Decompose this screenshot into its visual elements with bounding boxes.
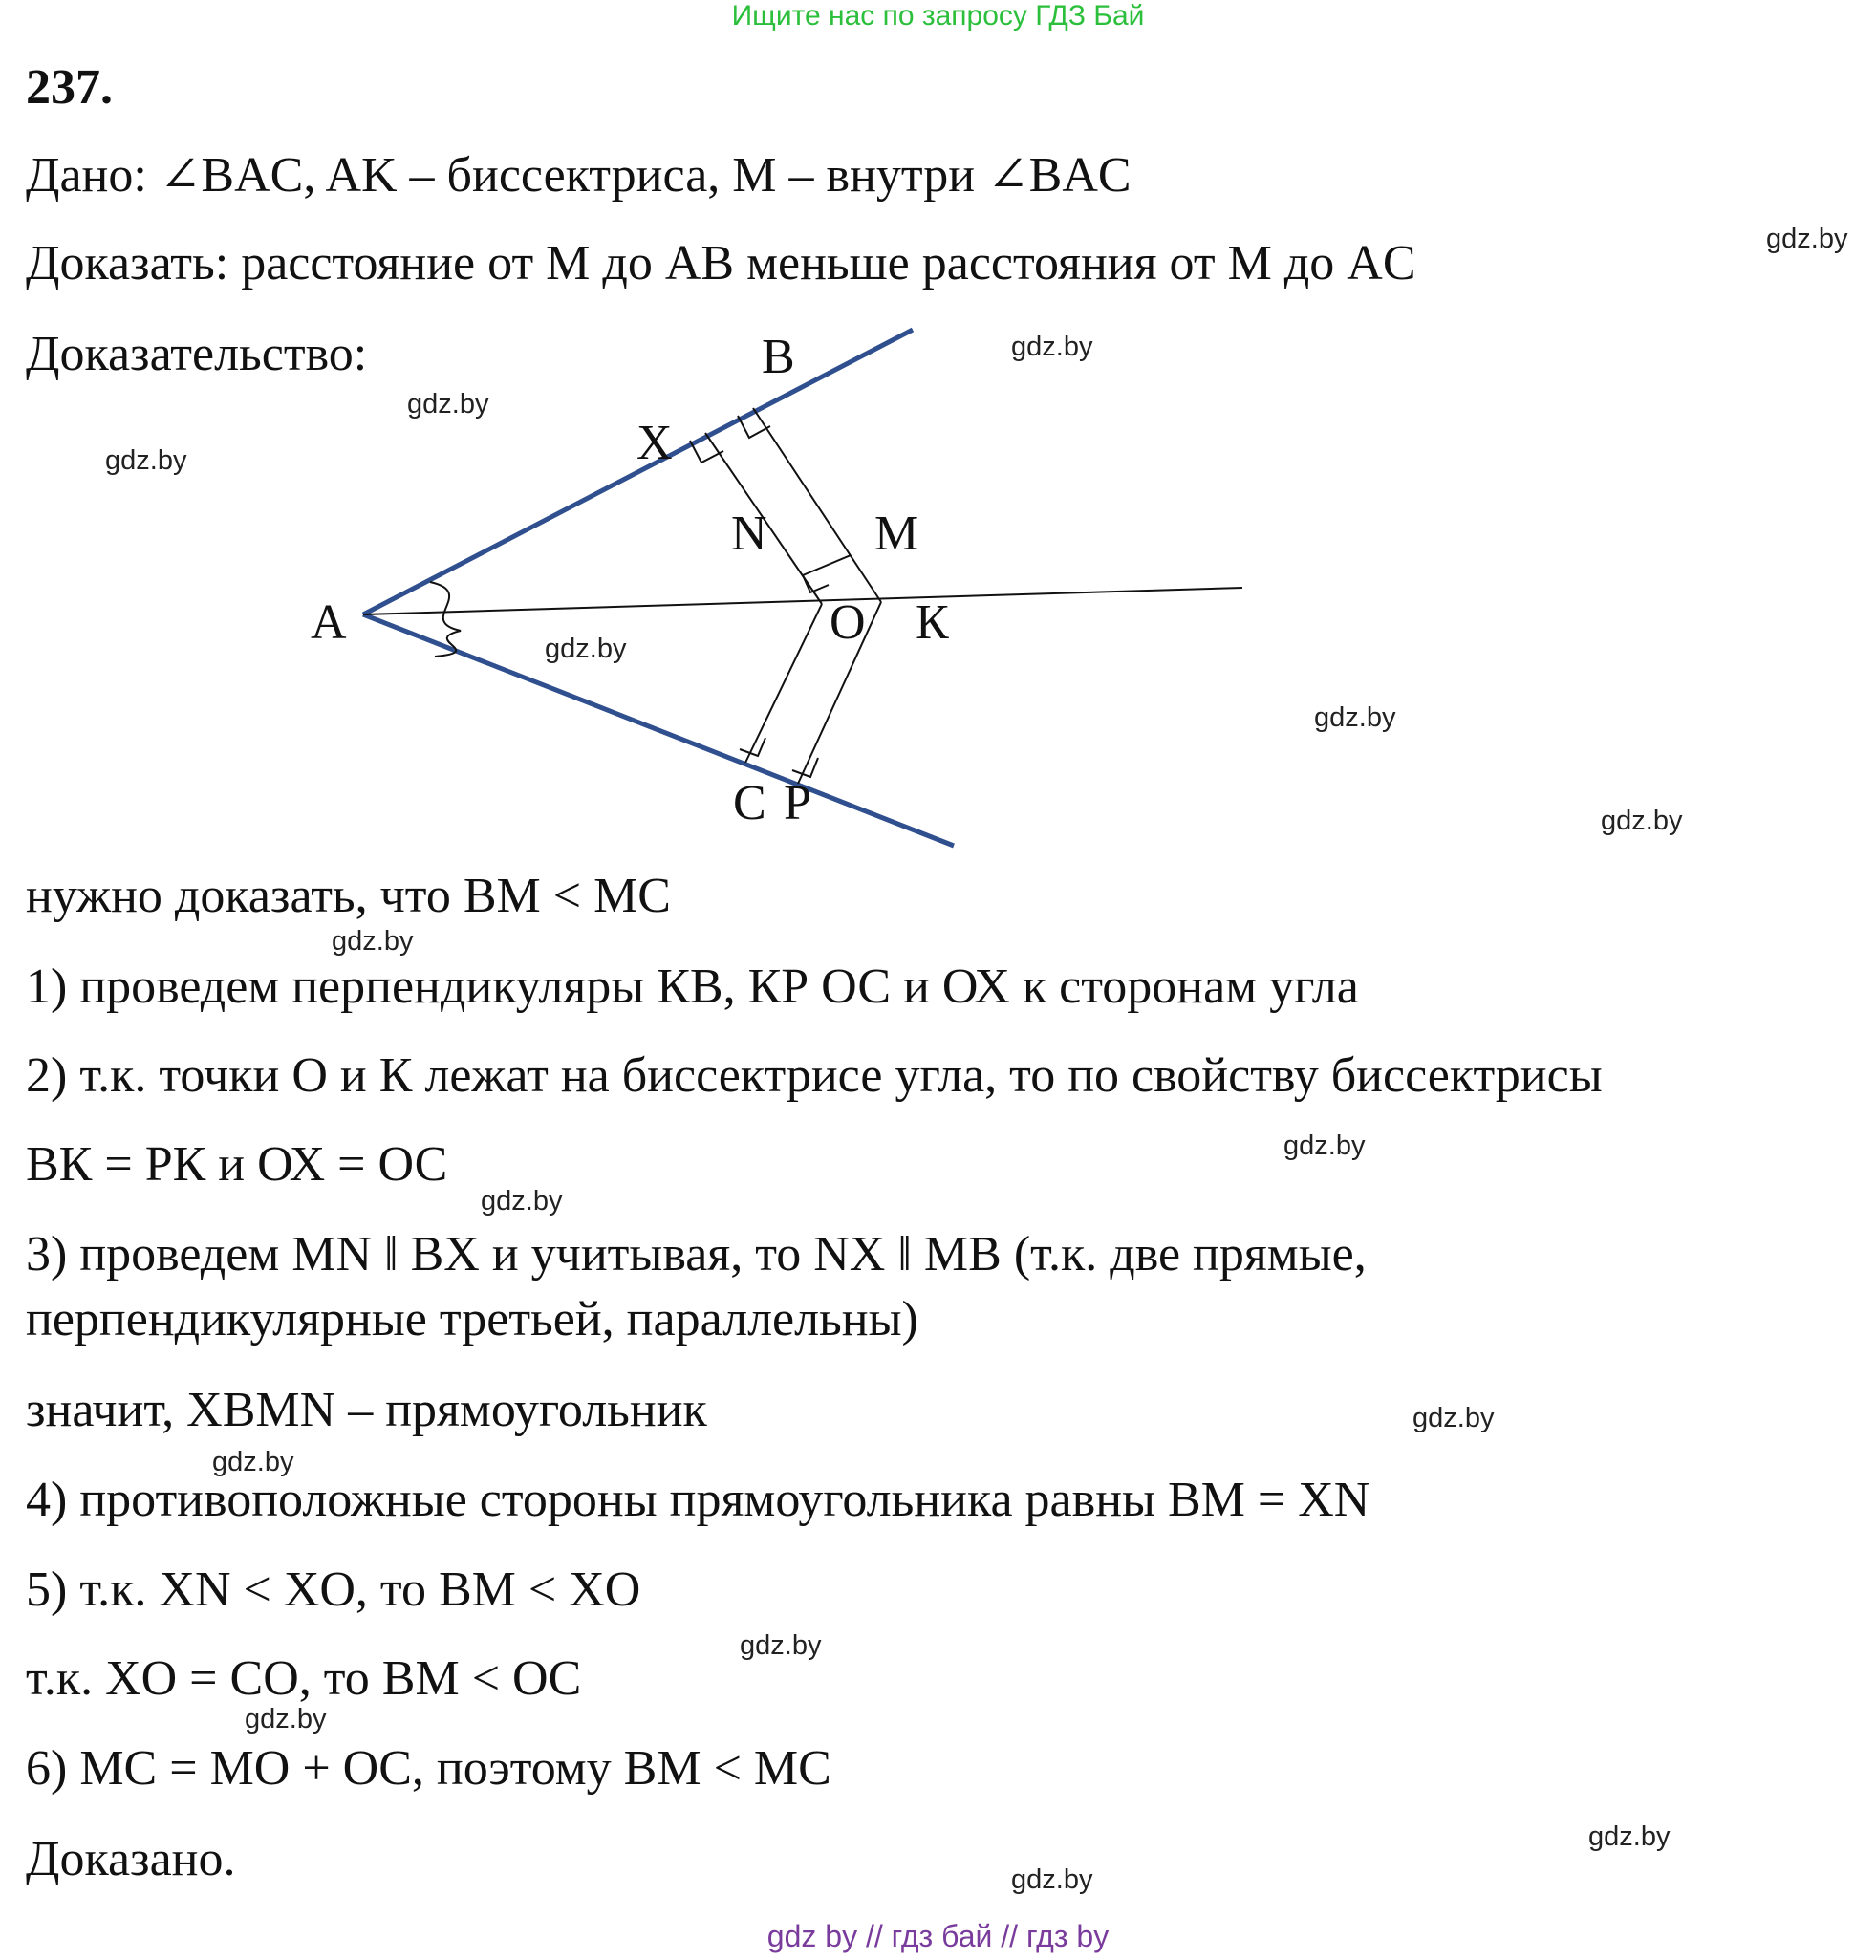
watermark: gdz.by [1601,806,1683,836]
ray-ab [363,330,913,614]
step-goal: нужно доказать, что BM < MC [26,869,671,923]
label-o: O [830,595,866,650]
top-banner: Ищите нас по запросу ГДЗ Бай [731,0,1145,32]
watermark: gdz.by [481,1186,563,1217]
label-x: X [636,416,673,470]
to-prove-statement: Доказать: расстояние от M до AB меньше расстояния от M до AC [26,236,1416,291]
watermark: gdz.by [407,389,489,420]
footer-banner: gdz by // гдз бай // гдз by [766,1919,1110,1953]
watermark: gdz.by [245,1704,327,1734]
watermark: gdz.by [545,634,627,664]
step-6: 6) MC = MO + OC, поэтому BM < MC [26,1741,831,1796]
segment-bk [753,408,881,602]
given-statement: Дано: ∠BAC, AK – биссектриса, M – внутри ∠BAC [26,148,1132,203]
label-c: C [733,776,766,830]
step-5: 5) т.к. XN < XO, то BM < XO [26,1562,641,1617]
watermark: gdz.by [1011,1864,1093,1895]
label-p: P [784,776,811,830]
watermark: gdz.by [1766,224,1848,254]
label-b: B [762,330,795,384]
watermark: gdz.by [1283,1131,1366,1161]
label-n: N [731,506,767,561]
step-1: 1) проведем перпендикуляры КВ, КР ОС и ОХ к сторонам угла [26,959,1359,1014]
watermark: gdz.by [105,445,187,476]
watermark: gdz.by [1412,1403,1495,1433]
step-5-cont: т.к. XO = CO, то BM < OC [26,1651,582,1706]
watermark: gdz.by [1588,1821,1671,1852]
step-3-cont: перпендикулярные третьей, параллельны) [26,1292,918,1346]
segment-mn [803,555,851,575]
watermark: gdz.by [1314,702,1396,733]
label-k: К [916,595,949,650]
label-m: M [874,506,919,561]
step-3-result: значит, XBMN – прямоугольник [26,1383,707,1437]
step-3: 3) проведем MN ‖ BX и учитывая, то NX ‖ MB (т.к. две прямые, [26,1227,1367,1282]
proof-heading: Доказательство: [26,327,368,381]
watermark: gdz.by [332,926,414,957]
right-angle-n [803,575,829,592]
watermark: gdz.by [1011,332,1093,362]
step-2-result: ВК = РК и ОХ = ОС [26,1137,448,1192]
step-4: 4) противоположные стороны прямоугольника равны BM = XN [26,1473,1370,1527]
segment-oc [745,604,822,763]
conclusion: Доказано. [26,1832,236,1886]
step-2: 2) т.к. точки О и К лежат на биссектрисе угла, то по свойству биссектрисы [26,1048,1603,1103]
watermark: gdz.by [212,1447,294,1477]
geometry-figure [0,315,1876,870]
label-a: A [311,595,347,650]
watermark: gdz.by [740,1630,822,1661]
bisector-ak [363,588,1242,614]
problem-number: 237. [26,60,113,115]
